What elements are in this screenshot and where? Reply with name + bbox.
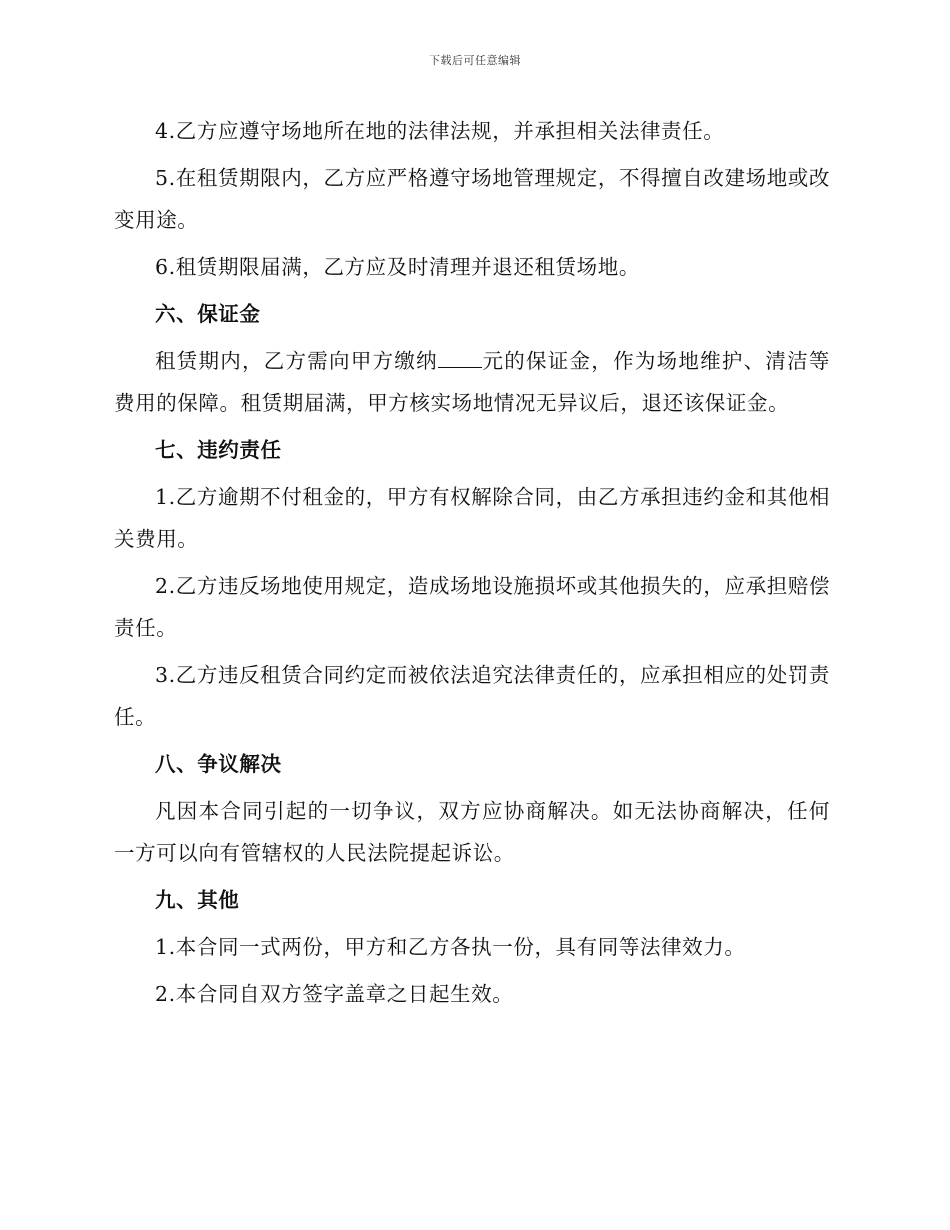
deposit-amount-blank [438,347,482,368]
section-heading-deposit: 六、保证金 [155,302,261,326]
clause-6-paragraph: 6.租赁期限届满，乙方应及时清理并退还租赁场地。 [155,255,640,279]
other-clause-1: 1.本合同一式两份，甲方和乙方各执一份，具有同等法律效力。 [155,935,746,959]
document-body [114,110,830,1020]
clause-4-paragraph: 4.乙方应遵守场地所在地的法律法规，并承担相关法律责任。 [155,119,725,143]
section-heading-breach: 七、违约责任 [155,438,282,462]
dispute-paragraph: 凡因本合同引起的一切争议，双方应协商解决。如无法协商解决，任何一方可以向有管辖权的人民法院提起诉讼。 [114,799,830,865]
page-header: 下载后可任意编辑 [429,54,521,67]
other-clause-2: 2.本合同自双方签字盖章之日起生效。 [155,982,514,1006]
section-heading-other: 九、其他 [155,888,240,912]
deposit-paragraph [114,340,830,424]
breach-clause-3: 3.乙方违反租赁合同约定而被依法追究法律责任的，应承担相应的处罚责任。 [114,663,830,729]
breach-clause-1: 1.乙方逾期不付租金的，甲方有权解除合同，由乙方承担违约金和其他相关费用。 [114,485,830,551]
deposit-text-after: 元的保证金，作为场地维护、清洁等费用的保障。租赁期届满，甲方核实场地情况无异议后，退还该保证金。 [114,349,830,415]
clause-5-paragraph: 5.在租赁期限内，乙方应严格遵守场地管理规定，不得擅自改建场地或改变用途。 [114,166,830,232]
section-heading-dispute: 八、争议解决 [155,752,282,776]
deposit-text-before: 租赁期内，乙方需向甲方缴纳 [155,349,438,373]
breach-clause-2: 2.乙方违反场地使用规定，造成场地设施损坏或其他损失的，应承担赔偿责任。 [114,574,830,640]
